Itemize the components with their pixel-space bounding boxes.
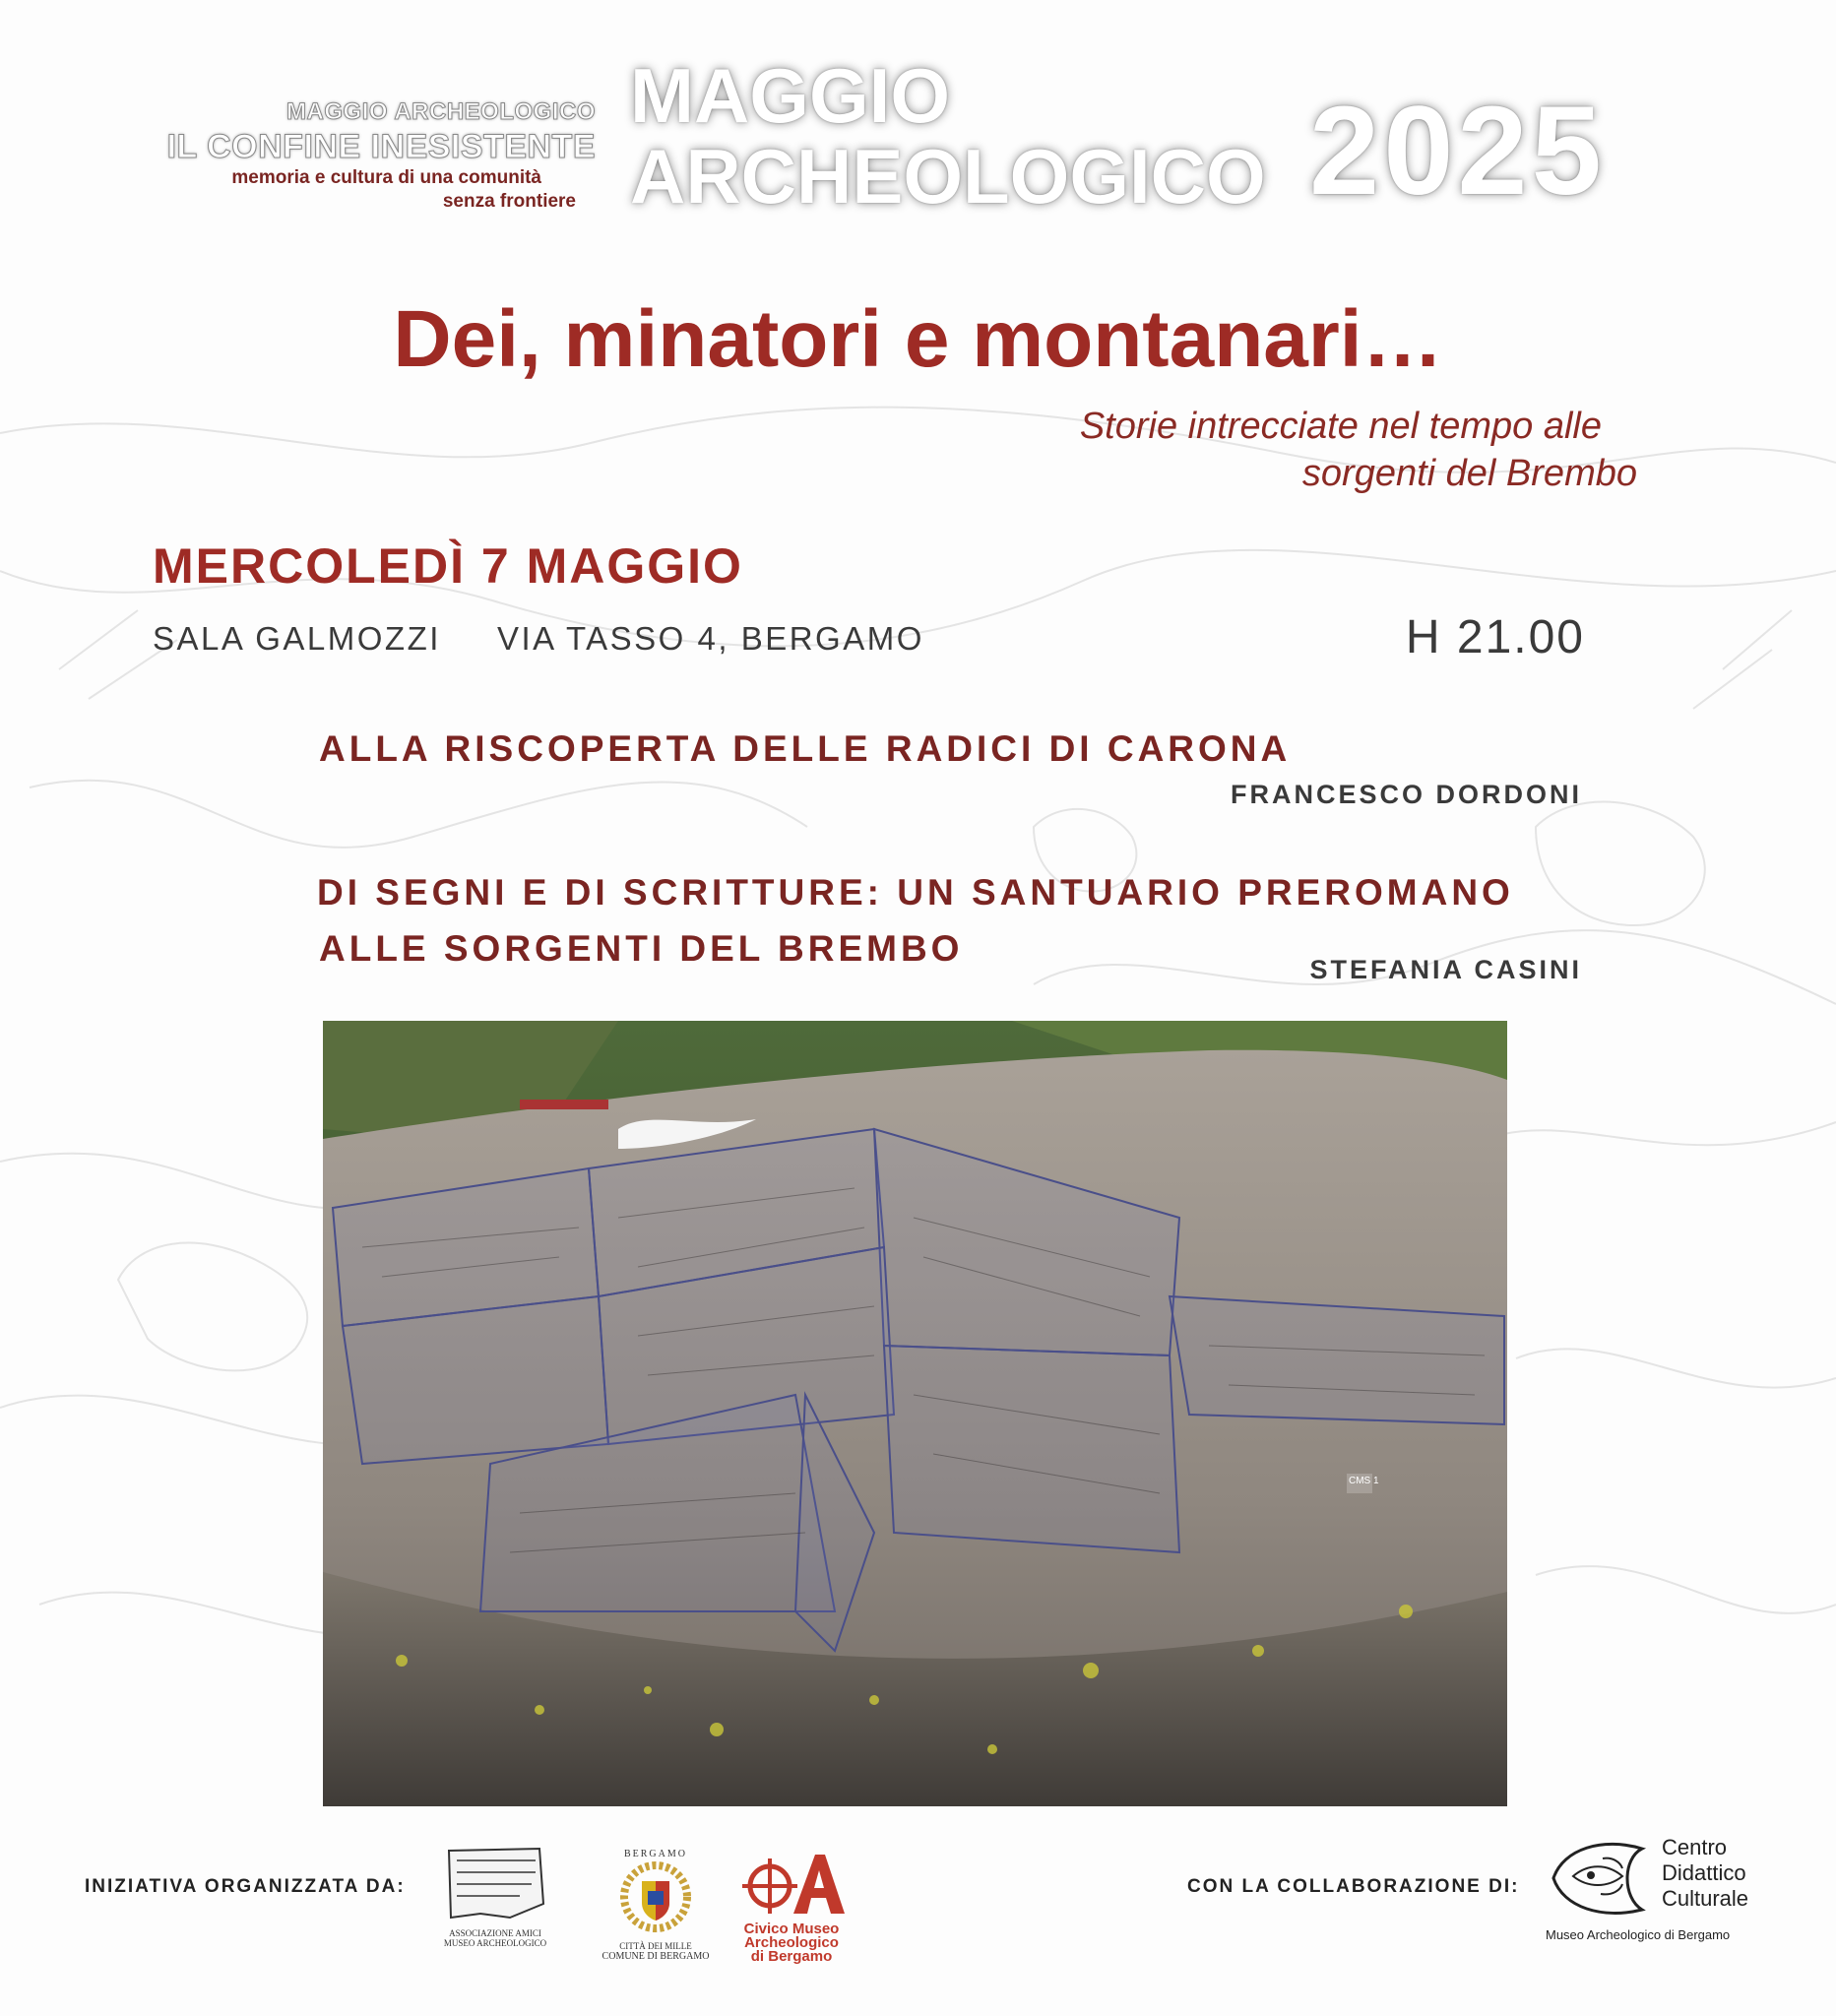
- bergamo-arc-text: BERGAMO: [623, 1849, 687, 1859]
- event-subtitle-line-2: sorgenti del Brembo: [1301, 453, 1637, 494]
- header-year: 2025: [1309, 81, 1606, 221]
- engraved-rock-photo: [323, 1021, 1507, 1806]
- amici-caption-2: MUSEO ARCHEOLOGICO: [443, 1938, 547, 1948]
- amici-caption-1: ASSOCIAZIONE AMICI: [449, 1928, 541, 1938]
- event-date: MERCOLEDÌ 7 MAGGIO: [153, 538, 743, 594]
- comune-caption: COMUNE DI BERGAMO: [601, 1951, 710, 1962]
- cdc-line-3: Culturale: [1662, 1886, 1749, 1911]
- event-address: VIA TASSO 4, BERGAMO: [497, 620, 924, 657]
- bergamo-motto: CITTÀ DEI MILLE: [619, 1941, 692, 1951]
- museum-name-2: Archeologico: [744, 1934, 839, 1951]
- centro-didattico-logo: [1544, 1829, 1780, 1947]
- cdc-line-1: Centro: [1662, 1835, 1728, 1859]
- event-venue: SALA GALMOZZI: [153, 620, 441, 657]
- cdc-line-2: Didattico: [1662, 1860, 1746, 1885]
- talk-2-title-line-2: ALLE SORGENTI DEL BREMBO: [319, 928, 964, 969]
- event-subtitle-line-1: Storie intrecciate nel tempo alle: [1079, 406, 1602, 447]
- logo-line-4: senza frontiere: [442, 191, 576, 212]
- organized-by-label: INIZIATIVA ORGANIZZATA DA:: [85, 1876, 406, 1897]
- civico-museo-logo: [732, 1849, 851, 1977]
- comune-bergamo-logo: [597, 1849, 715, 1977]
- photo-marker-label: CMS 1: [1349, 1476, 1379, 1486]
- museum-emblem-icon: [732, 1849, 851, 1918]
- collaboration-label: CON LA COLLABORAZIONE DI:: [1187, 1876, 1520, 1897]
- header-title-line-2: ARCHEOLOGICO: [630, 133, 1266, 220]
- logo-line-3: memoria e cultura di una comunità: [231, 167, 541, 188]
- amici-museo-logo: [441, 1845, 549, 1963]
- logo-line-1: MAGGIO ARCHEOLOGICO: [286, 98, 596, 125]
- header-title-line-1: MAGGIO: [630, 52, 950, 139]
- museum-name-1: Civico Museo: [743, 1921, 840, 1937]
- inscription-stone-icon: [441, 1845, 549, 1923]
- cdc-caption: Museo Archeologico di Bergamo: [1546, 1927, 1731, 1942]
- talk-1-speaker: FRANCESCO DORDONI: [1230, 780, 1582, 809]
- logo-line-2: IL CONFINE INESISTENTE: [166, 128, 596, 165]
- talk-2-title-line-1: DI SEGNI E DI SCRITTURE: UN SANTUARIO PREROMANO: [317, 872, 1514, 913]
- event-title: Dei, minatori e montanari…: [393, 294, 1443, 384]
- talk-1-title: ALLA RISCOPERTA DELLE RADICI DI CARONA: [319, 728, 1292, 769]
- fish-emblem-icon: [1544, 1829, 1662, 1920]
- museum-name-3: di Bergamo: [750, 1948, 833, 1965]
- talk-2-speaker: STEFANIA CASINI: [1309, 955, 1582, 984]
- city-crest-icon: [597, 1859, 715, 1936]
- event-time: H 21.00: [1405, 611, 1585, 663]
